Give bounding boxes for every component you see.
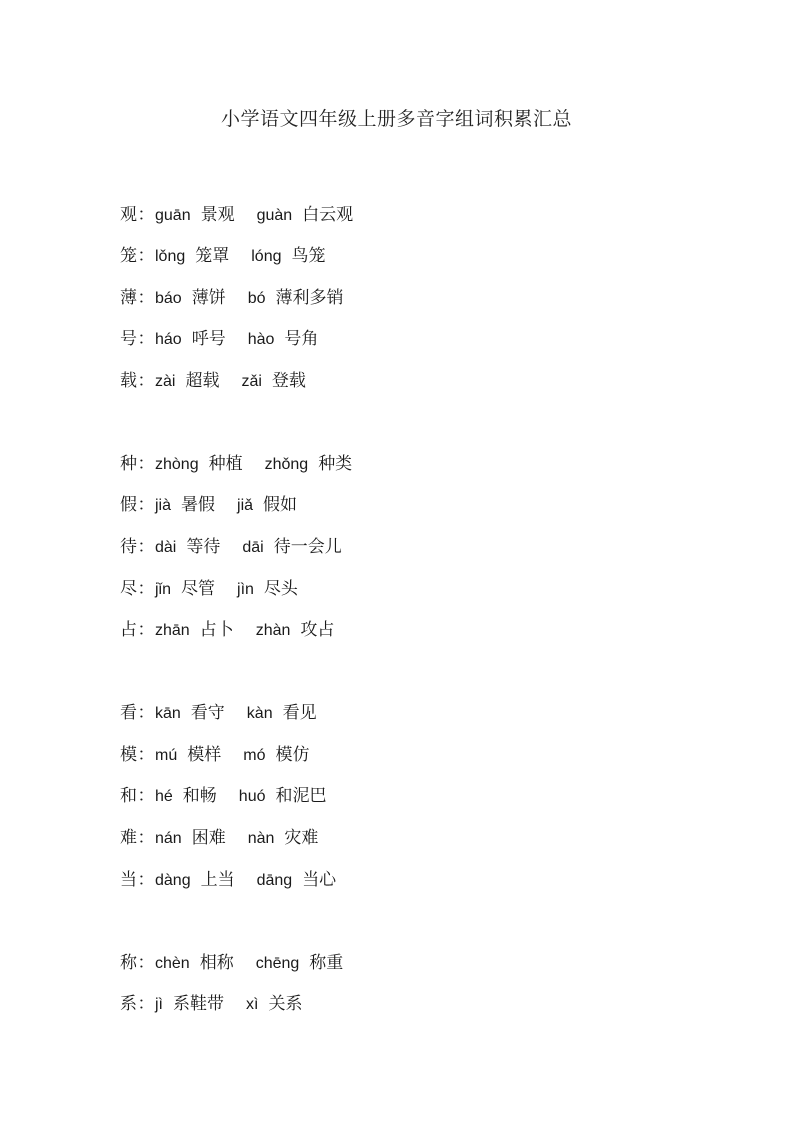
entry-word-2: 当心	[302, 870, 337, 890]
entry-pinyin-1: chèn	[155, 955, 190, 972]
entry-word-2: 尽头	[263, 579, 298, 599]
entry-pinyin-2: zhàn	[255, 622, 291, 639]
entry-word-1: 困难	[191, 828, 226, 848]
entry-row	[120, 202, 353, 228]
entry-word-1: 上当	[200, 870, 235, 890]
entry-pinyin-2: dāng	[256, 872, 293, 889]
entry-char: 假	[120, 495, 137, 515]
entry-row	[120, 617, 334, 643]
entry-row	[120, 243, 326, 269]
entry-colon: ：	[137, 579, 155, 599]
entry-pinyin-2: bó	[247, 290, 266, 307]
entry-word-1: 薄饼	[191, 288, 226, 308]
entry-pinyin-2: jiǎ	[237, 497, 254, 514]
entry-colon: ：	[137, 329, 155, 349]
page-title: 小学语文四年级上册多音字组词积累汇总	[220, 108, 572, 130]
entry-word-1: 笼罩	[195, 246, 230, 266]
entry-row	[120, 451, 352, 477]
entry-word-2: 种类	[318, 454, 353, 474]
entry-char: 难	[120, 828, 137, 848]
entry-pinyin-1: háo	[155, 331, 182, 348]
entry-pinyin-2: hào	[247, 331, 275, 348]
entry-word-1: 和畅	[182, 786, 217, 806]
entry-word-2: 攻占	[300, 620, 335, 640]
entry-char: 模	[120, 745, 137, 765]
entry-word-2: 登载	[271, 371, 306, 391]
entry-word-2: 称重	[309, 953, 344, 973]
entry-colon: ：	[137, 828, 155, 848]
entry-char: 待	[120, 537, 137, 557]
entry-word-1: 占卜	[199, 620, 234, 640]
entry-word-2: 关系	[268, 994, 303, 1014]
entry-char: 种	[120, 454, 137, 474]
entry-row	[120, 991, 302, 1017]
entry-word-2: 和泥巴	[275, 786, 327, 806]
entry-word-1: 尽管	[181, 579, 216, 599]
entry-colon: ：	[137, 288, 155, 308]
entry-word-2: 薄利多销	[275, 288, 344, 308]
entry-pinyin-1: jì	[155, 996, 163, 1013]
entry-colon: ：	[137, 495, 155, 515]
entry-word-1: 呼号	[191, 329, 226, 349]
entry-colon: ：	[137, 537, 155, 557]
entry-colon: ：	[137, 994, 155, 1014]
entry-word-1: 景观	[200, 205, 235, 225]
entry-char: 当	[120, 870, 137, 890]
entry-word-1: 相称	[199, 953, 234, 973]
entry-char: 观	[120, 205, 137, 225]
entry-word-2: 待一会儿	[273, 537, 342, 557]
entry-word-2: 鸟笼	[291, 246, 326, 266]
entry-word-1: 暑假	[181, 495, 216, 515]
entry-word-1: 等待	[186, 537, 221, 557]
entry-pinyin-1: hé	[155, 788, 173, 805]
entry-colon: ：	[137, 786, 155, 806]
entry-colon: ：	[137, 703, 155, 723]
entry-char: 占	[120, 620, 137, 640]
entry-pinyin-1: lǒng	[155, 248, 186, 265]
entry-char: 尽	[120, 579, 137, 599]
entry-pinyin-1: dàng	[155, 872, 191, 889]
entry-pinyin-1: jǐn	[155, 581, 172, 598]
entry-row	[120, 534, 342, 560]
entry-colon: ：	[137, 620, 155, 640]
entry-pinyin-1: kān	[155, 705, 181, 722]
entry-char: 看	[120, 703, 137, 723]
entry-row	[120, 867, 336, 893]
entry-row	[120, 368, 306, 394]
entry-char: 笼	[120, 246, 137, 266]
entry-char: 称	[120, 953, 137, 973]
entry-colon: ：	[137, 205, 155, 225]
entry-pinyin-2: nàn	[247, 830, 275, 847]
entry-word-1: 种植	[208, 454, 243, 474]
entry-pinyin-1: guān	[155, 207, 191, 224]
entry-char: 薄	[120, 288, 137, 308]
entry-colon: ：	[137, 454, 155, 474]
entry-word-2: 白云观	[302, 205, 354, 225]
entry-word-1: 模样	[187, 745, 222, 765]
entry-pinyin-2: xì	[246, 996, 259, 1013]
entry-row	[120, 492, 297, 518]
entry-pinyin-1: dài	[155, 539, 177, 556]
entry-word-2: 号角	[284, 329, 319, 349]
entry-colon: ：	[137, 371, 155, 391]
entry-pinyin-2: mó	[243, 747, 266, 764]
entry-colon: ：	[137, 246, 155, 266]
entry-row	[120, 742, 309, 768]
entry-pinyin-2: jìn	[237, 581, 254, 598]
entry-row	[120, 326, 318, 352]
entry-char: 号	[120, 329, 137, 349]
entry-word-2: 假如	[263, 495, 298, 515]
entry-colon: ：	[137, 953, 155, 973]
entry-pinyin-2: huó	[238, 788, 266, 805]
entry-word-2: 看见	[282, 703, 317, 723]
entry-pinyin-1: mú	[155, 747, 178, 764]
entry-pinyin-1: zhān	[155, 622, 190, 639]
entry-pinyin-2: kàn	[246, 705, 273, 722]
entry-word-1: 看守	[190, 703, 225, 723]
entry-pinyin-1: zài	[155, 373, 176, 390]
entry-colon: ：	[137, 745, 155, 765]
entry-pinyin-2: dāi	[242, 539, 264, 556]
entry-row	[120, 576, 298, 602]
entry-pinyin-1: nán	[155, 830, 182, 847]
entry-word-2: 灾难	[284, 828, 319, 848]
entry-pinyin-2: zhǒng	[264, 456, 309, 473]
entry-pinyin-2: chēng	[255, 955, 300, 972]
entry-word-1: 超载	[185, 371, 220, 391]
entry-word-1: 系鞋带	[173, 994, 224, 1014]
entry-row	[120, 950, 343, 976]
entry-word-2: 模仿	[275, 745, 310, 765]
entry-char: 系	[120, 994, 137, 1014]
entry-row	[120, 783, 327, 809]
entry-pinyin-2: zǎi	[241, 373, 262, 390]
entry-colon: ：	[137, 870, 155, 890]
entry-pinyin-2: guàn	[256, 207, 293, 224]
entry-char: 和	[120, 786, 137, 806]
entry-row	[120, 825, 318, 851]
entry-pinyin-1: báo	[155, 290, 182, 307]
entry-pinyin-1: jià	[155, 497, 172, 514]
entry-char: 载	[120, 371, 137, 391]
entry-pinyin-1: zhòng	[155, 456, 199, 473]
entry-row	[120, 285, 344, 311]
entry-row	[120, 700, 317, 726]
entry-pinyin-2: lóng	[251, 248, 282, 265]
